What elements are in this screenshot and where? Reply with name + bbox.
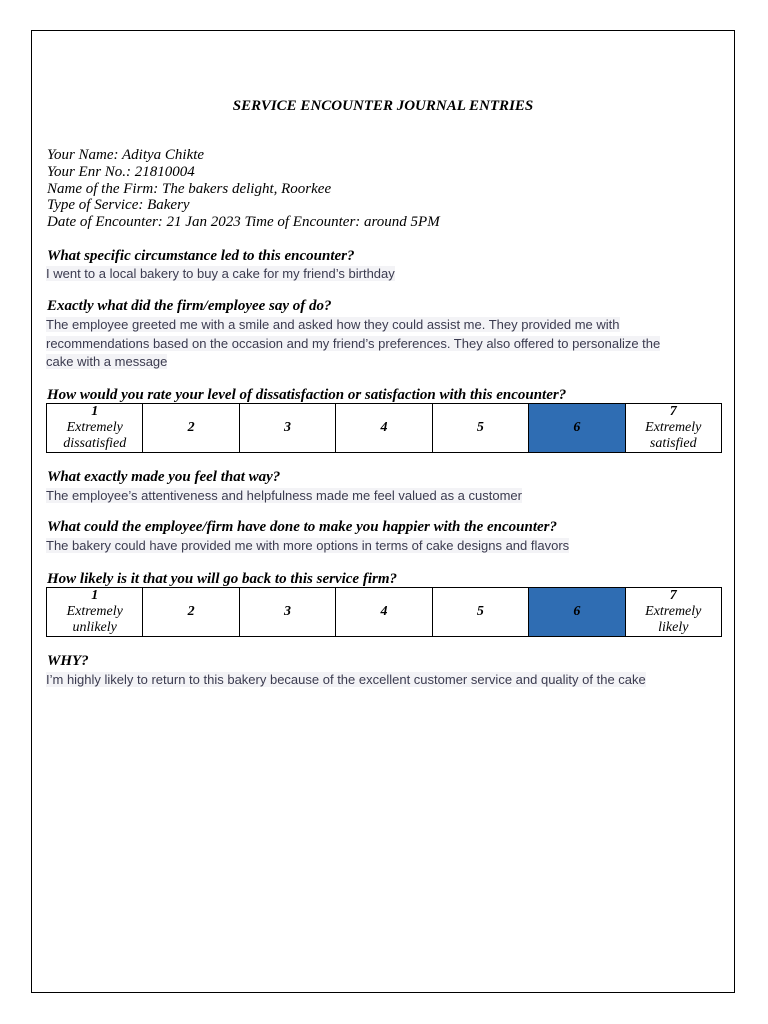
- info-name: Your Name: Aditya Chikte: [47, 147, 205, 163]
- satisfaction-scale: [46, 403, 722, 453]
- student-info: [47, 147, 440, 231]
- info-date: Date of Encounter: 21 Jan 2023 Time of Encounter: around 5PM: [47, 214, 440, 231]
- scale-option-6-selected: 6: [529, 588, 625, 637]
- scale-option-2: 2: [143, 588, 239, 637]
- question-return-likelihood: How likely is it that you will go back to this service firm?: [47, 571, 397, 587]
- info-service: Type of Service: Bakery: [47, 197, 190, 214]
- answer-improvement: The bakery could have provided me with more options in terms of cake designs and flavors: [46, 538, 570, 553]
- question-why: WHY?: [47, 653, 89, 669]
- scale-option-1: 1 Extremely unlikely: [47, 588, 143, 637]
- scale-option-3: 3: [239, 588, 335, 637]
- scale-option-6-selected: 6: [529, 404, 625, 453]
- question-improvement: What could the employee/firm have done to make you happier with the encounter?: [47, 519, 557, 535]
- scale-option-7: 7 Extremely likely: [625, 588, 721, 637]
- answer-circumstance: I went to a local bakery to buy a cake for my friend’s birthday: [46, 266, 395, 281]
- scale-option-7: 7 Extremely satisfied: [625, 404, 721, 453]
- answer-feeling-reason: The employee’s attentiveness and helpfulness made me feel valued as a customer: [46, 488, 522, 503]
- document-title: SERVICE ENCOUNTER JOURNAL ENTRIES: [232, 98, 534, 114]
- likelihood-scale: [46, 587, 722, 637]
- scale-option-3: 3: [239, 404, 335, 453]
- scale-option-2: 2: [143, 404, 239, 453]
- scale-option-5: 5: [432, 404, 528, 453]
- question-feeling-reason: What exactly made you feel that way?: [47, 469, 281, 485]
- question-circumstance: What specific circumstance led to this encounter?: [47, 248, 355, 264]
- scale-option-1: 1 Extremely dissatisfied: [47, 404, 143, 453]
- question-employee-action: Exactly what did the firm/employee say of do?: [47, 298, 332, 314]
- answer-why: I’m highly likely to return to this bakery because of the excellent customer service and quality of the cake: [46, 672, 646, 687]
- scale-option-5: 5: [432, 588, 528, 637]
- question-satisfaction: How would you rate your level of dissatisfaction or satisfaction with this encounter?: [47, 387, 567, 403]
- answer-employee-action: The employee greeted me with a smile and asked how they could assist me. They provided me with recommendations based on the occasion and my friend’s preferences. They also offered to personalize the cake with a message: [46, 317, 661, 369]
- scale-option-4: 4: [336, 588, 432, 637]
- info-firm: Name of the Firm: The bakers delight, Roorkee: [47, 180, 332, 197]
- info-enr: Your Enr No.: 21810004: [47, 163, 195, 180]
- scale-option-4: 4: [336, 404, 432, 453]
- document-page: [31, 30, 735, 993]
